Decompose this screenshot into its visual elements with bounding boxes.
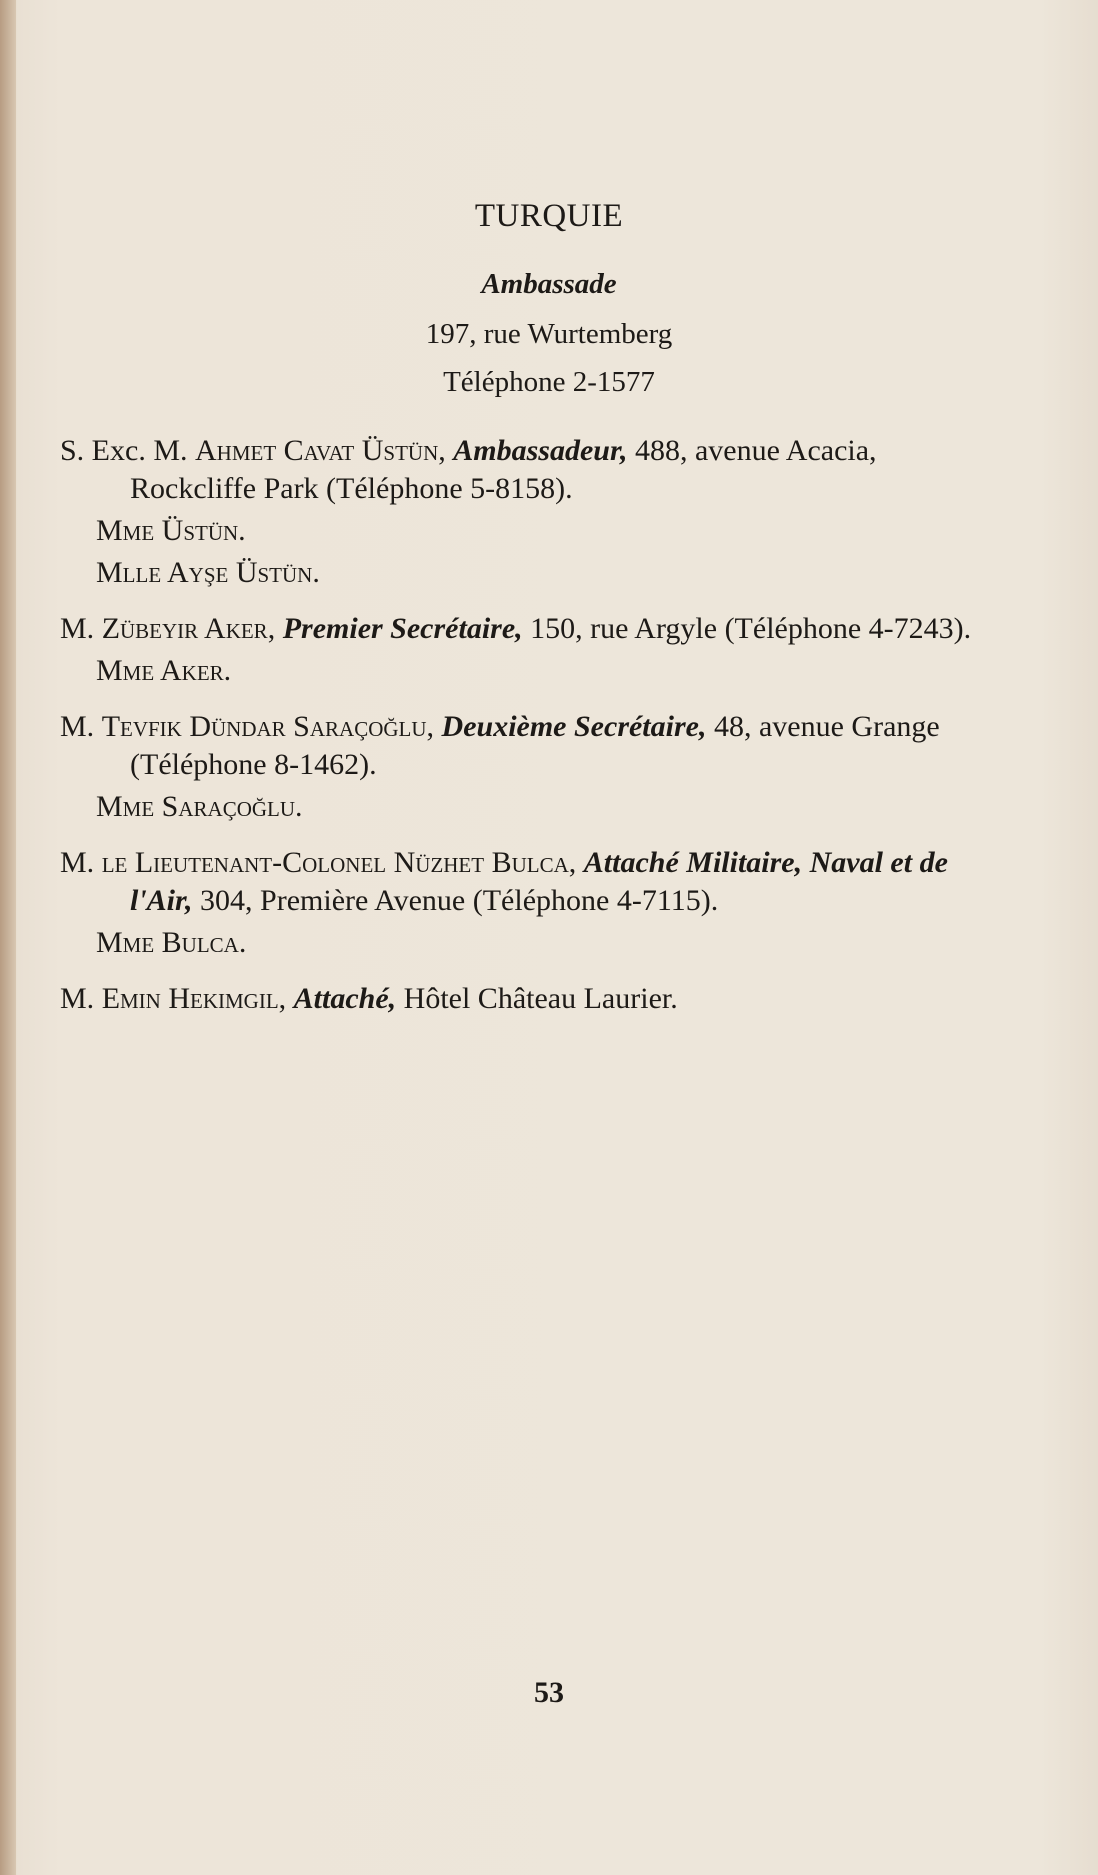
diplomat-entry (60, 432, 980, 592)
family-member: Mme Üstün. (96, 514, 246, 547)
page-number: 53 (534, 1676, 564, 1709)
diplomat-name: le Lieutenant-Colonel Nüzhet Bulca, (101, 846, 577, 879)
country-heading: TURQUIE (474, 198, 624, 234)
diplomat-name: Zübeyir Aker, (101, 612, 276, 645)
diplomat-address: Hôtel Château Laurier. (403, 982, 678, 1015)
diplomat-address: 488, avenue Acacia, Rockcliffe Park (Téléphone 5-8158). (130, 434, 877, 505)
diplomat-entry (60, 844, 980, 962)
mission-phone: Téléphone 2-1577 (443, 366, 655, 398)
honorific: M. (60, 982, 95, 1015)
diplomat-list (60, 432, 980, 1036)
honorific: M. (60, 846, 95, 879)
diplomat-title: Attaché, (293, 982, 397, 1015)
diplomat-title: Ambassadeur, (453, 434, 628, 467)
diplomat-line (60, 432, 980, 508)
family-member: Mme Bulca. (96, 926, 247, 959)
honorific: S. Exc. M. (60, 434, 188, 467)
diplomat-entry (60, 980, 980, 1018)
diplomat-line (60, 708, 980, 784)
diplomat-name: Tevfik Dündar Saraçoğlu, (101, 710, 435, 743)
mission-type: Ambassade (481, 268, 617, 300)
diplomat-title: Deuxième Secrétaire, (441, 710, 707, 743)
diplomat-address: 48, avenue Grange (Téléphone 8-1462). (130, 710, 940, 781)
diplomat-entry (60, 610, 980, 690)
family-member: Mme Aker. (96, 654, 232, 687)
diplomat-name: Emin Hekimgil, (101, 982, 287, 1015)
honorific: M. (60, 710, 95, 743)
honorific: M. (60, 612, 95, 645)
diplomat-title: Premier Secrétaire, (282, 612, 523, 645)
mission-address: 197, rue Wurtemberg (425, 318, 673, 350)
diplomat-line (60, 610, 980, 648)
diplomat-line (60, 844, 980, 920)
diplomat-title: Attaché Militaire, Naval et de l'Air, (130, 846, 948, 917)
diplomat-address: 304, Première Avenue (Téléphone 4-7115). (200, 884, 719, 917)
diplomat-line (60, 980, 980, 1018)
family-member: Mlle Ayşe Üstün. (96, 556, 320, 589)
diplomat-entry (60, 708, 980, 826)
diplomat-name: Ahmet Cavat Üstün, (195, 434, 446, 467)
family-member: Mme Saraçoğlu. (96, 790, 303, 823)
diplomat-address: 150, rue Argyle (Téléphone 4-7243). (530, 612, 972, 645)
